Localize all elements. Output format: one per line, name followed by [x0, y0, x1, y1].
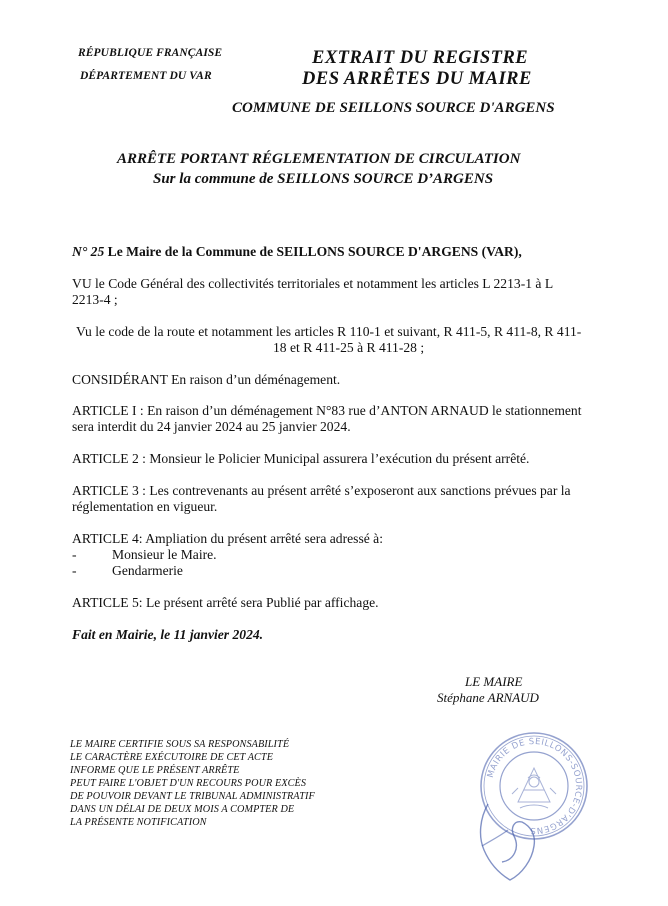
commune-name: COMMUNE DE SEILLONS SOURCE D'ARGENS — [232, 100, 555, 116]
visa-route-line2: 18 et R 411-25 à R 411-28 ; — [273, 340, 425, 355]
article-5: ARTICLE 5: Le présent arrêté sera Publié par affichage. — [72, 595, 379, 610]
list-item-dash: - — [72, 563, 77, 578]
signature-name: Stéphane ARNAUD — [437, 690, 539, 705]
registre-title-line2: DES ARRÊTES DU MAIRE — [302, 69, 532, 89]
visa-cgct-line2: 2213-4 ; — [72, 292, 118, 307]
legal-notice-line: DANS UN DÉLAI DE DEUX MOIS A COMPTER DE — [70, 804, 295, 815]
article-3-line1: ARTICLE 3 : Les contrevenants au présent arrêté s’exposeront aux sanctions prévues par la — [72, 483, 571, 498]
article-1-line2: sera interdit du 24 janvier 2024 au 25 janvier 2024. — [72, 419, 351, 434]
signature-role: LE MAIRE — [465, 674, 523, 689]
legal-notice-line: LA PRÉSENTE NOTIFICATION — [70, 817, 207, 828]
date-line: Fait en Mairie, le 11 janvier 2024. — [72, 627, 264, 642]
visa-cgct-line1: VU le Code Général des collectivités territoriales et notamment les articles L 2213-1 à L — [72, 276, 554, 291]
article-1-line1: ARTICLE I : En raison d’un déménagement N°83 rue d’ANTON ARNAUD le stationnement — [72, 403, 582, 418]
arrete-title: ARRÊTE PORTANT RÉGLEMENTATION DE CIRCULATION — [117, 151, 521, 167]
visa-route-line1: Vu le code de la route et notamment les articles R 110-1 et suivant, R 411-5, R 411-8, R 411- — [76, 324, 582, 339]
legal-notice-line: PEUT FAIRE L'OBJET D'UN RECOURS POUR EXCÈS — [70, 778, 307, 789]
list-item: Gendarmerie — [112, 563, 183, 578]
intro-text: Le Maire de la Commune de SEILLONS SOURCE D'ARGENS (VAR), — [104, 244, 522, 259]
republique-label: RÉPUBLIQUE FRANÇAISE — [78, 47, 223, 59]
arrete-number: N° 25 — [72, 244, 105, 259]
list-item-dash: - — [72, 547, 77, 562]
list-item: Monsieur le Maire. — [112, 547, 217, 562]
legal-notice-line: LE MAIRE CERTIFIE SOUS SA RESPONSABILITÉ — [70, 739, 290, 750]
legal-notice-line: LE CARACTÈRE EXÉCUTOIRE DE CET ACTE — [70, 752, 274, 763]
arrete-subtitle: Sur la commune de SEILLONS SOURCE D’ARGENS — [153, 171, 494, 187]
intro-line — [72, 244, 522, 260]
departement-label: DÉPARTEMENT DU VAR — [80, 70, 212, 82]
registre-title-line1: EXTRAIT DU REGISTRE — [312, 48, 529, 68]
legal-notice-line: INFORME QUE LE PRÉSENT ARRÊTE — [70, 765, 240, 776]
article-2: ARTICLE 2 : Monsieur le Policier Municipal assurera l’exécution du présent arrêté. — [72, 451, 530, 466]
article-3-line2: réglementation en vigueur. — [72, 499, 218, 514]
handwritten-signature — [470, 790, 550, 890]
considerant: CONSIDÉRANT En raison d’un déménagement. — [72, 372, 341, 387]
seal-ring-text: MAIRIE DE SEILLONS-SOURCE-D'ARGENS — [485, 736, 584, 836]
article-4: ARTICLE 4: Ampliation du présent arrêté sera adressé à: — [72, 531, 383, 546]
legal-notice-line: DE POUVOIR DEVANT LE TRIBUNAL ADMINISTRATIF — [70, 791, 315, 802]
